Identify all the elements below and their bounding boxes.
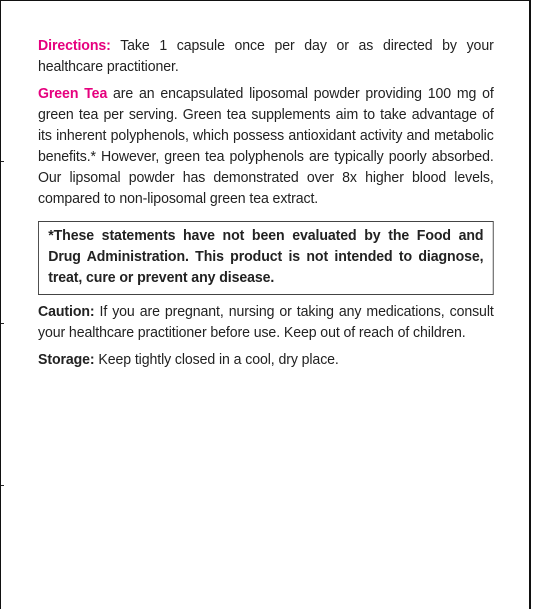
directions-label: Directions: [38, 37, 111, 54]
directions-text: Take 1 capsule once per day or as directed by your healthcare practitioner. [38, 37, 494, 75]
fda-disclaimer-text: *These statements have not been evaluated by the Food and Drug Administration. This product is not intended to diagnose, treat, cure or prevent any disease. [48, 227, 484, 286]
edge-tick [1, 485, 4, 486]
storage-label: Storage: [38, 351, 95, 368]
directions-paragraph [38, 35, 494, 77]
caution-label: Caution: [38, 303, 95, 320]
fda-disclaimer-box [38, 221, 494, 295]
label-text-content [38, 35, 494, 370]
product-name-label: Green Tea [38, 85, 108, 102]
edge-tick [1, 161, 4, 162]
storage-paragraph [38, 349, 494, 370]
edge-tick [1, 323, 4, 324]
caution-text: If you are pregnant, nursing or taking any medications, consult your healthcare practitioner before use. Keep out of reach of children. [38, 303, 494, 341]
description-text: are an encapsulated liposomal powder providing 100 mg of green tea per serving. Green tea supplements aim to take advantage of its inherent polyphenols, which possess antioxidant activity and metabolic benefits.* However, green tea polyphenols are typically poorly absorbed. Our lipsomal powder has demonstrated over 8x higher blood levels, compared to non-liposomal green tea extract. [38, 85, 494, 207]
caution-paragraph [38, 301, 494, 343]
storage-text: Keep tightly closed in a cool, dry place. [94, 351, 339, 368]
description-paragraph [38, 83, 494, 209]
